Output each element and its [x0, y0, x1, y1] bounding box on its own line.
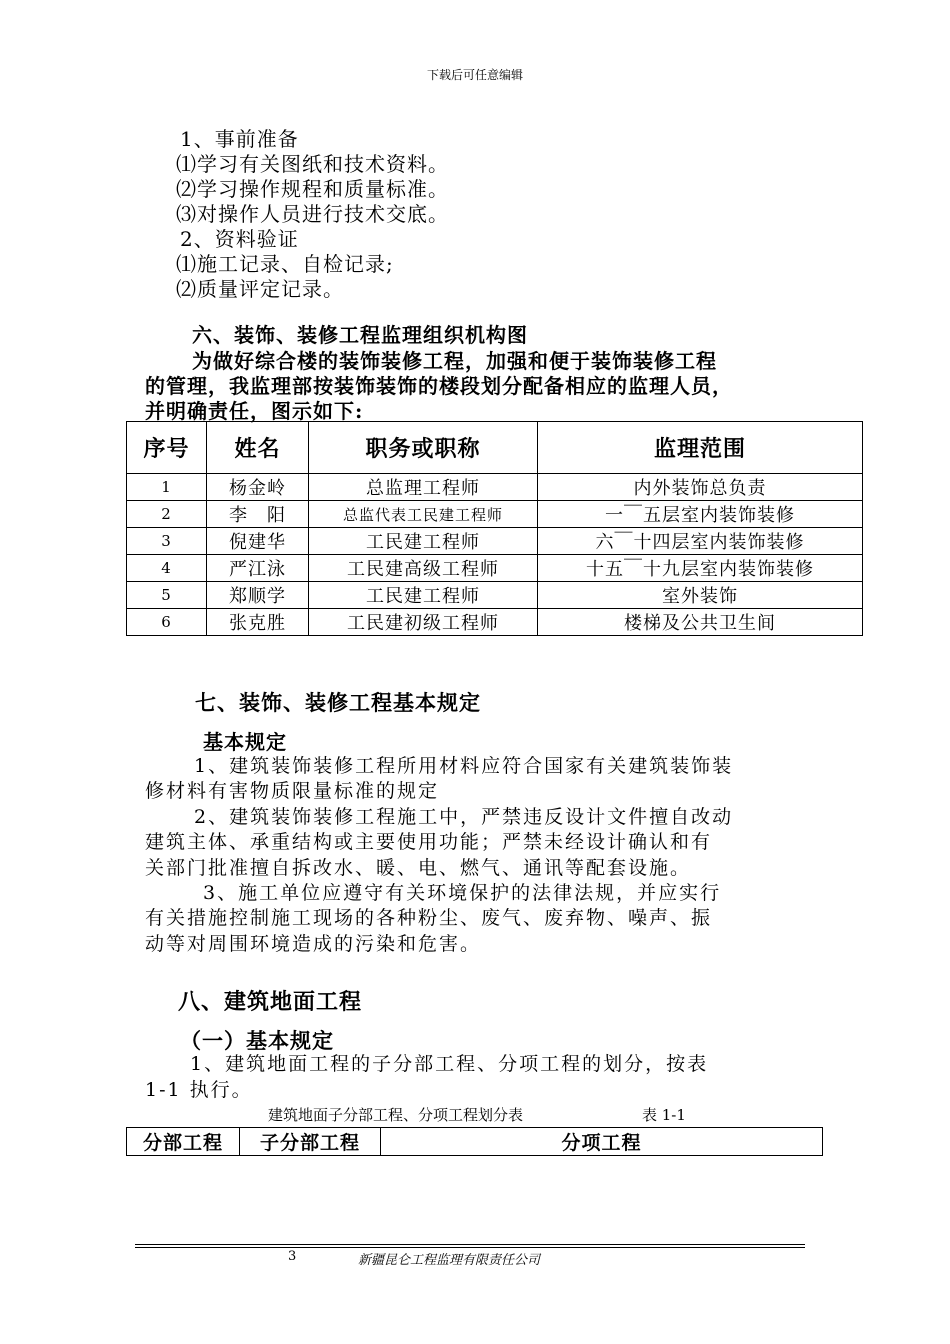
section7-para-line: 关部门批准擅自拆改水、暖、电、燃气、通讯等配套设施。 [145, 857, 692, 879]
table-cell: 楼梯及公共卫生间 [538, 609, 863, 636]
section8-subheading: （一）基本规定 [180, 1028, 334, 1053]
table-cell: 六￣十四层室内装饰装修 [538, 528, 863, 555]
section7-para-line: 修材料有害物质限量标准的规定 [145, 780, 440, 802]
prep-item: ⑶对操作人员进行技术交底。 [176, 202, 449, 226]
page-number: 3 [288, 1249, 297, 1264]
table-row [127, 609, 863, 636]
table-header-row [127, 422, 863, 474]
section8-para-line: 1、建筑地面工程的子分部工程、分项工程的划分，按表 [190, 1053, 709, 1075]
prep-title: 1、事前准备 [180, 127, 299, 151]
footer-company: 新疆昆仑工程监理有限责任公司 [358, 1253, 541, 1268]
header-cell: 分项工程 [381, 1128, 823, 1156]
table-row [127, 555, 863, 582]
prep-item: ⑴学习有关图纸和技术资料。 [176, 152, 449, 176]
header-cell: 姓名 [207, 422, 309, 474]
division-table [126, 1127, 823, 1156]
section7-para-line: 建筑主体、承重结构或主要使用功能；严禁未经设计确认和有 [145, 831, 713, 853]
table-row [127, 501, 863, 528]
table-cell: 工民建工程师 [309, 528, 538, 555]
table-cell: 工民建高级工程师 [309, 555, 538, 582]
table-cell: 总监代表工民建工程师 [309, 501, 538, 528]
table-cell: 2 [127, 501, 207, 528]
footer-rule [135, 1247, 805, 1248]
header-cell: 子分部工程 [240, 1128, 381, 1156]
verify-item: ⑵质量评定记录。 [176, 277, 344, 301]
section7-para-line: 有关措施控制施工现场的各种粉尘、废气、废弃物、噪声、振 [145, 907, 713, 929]
section7-para-line: 2、建筑装饰装修工程施工中，严禁违反设计文件擅自改动 [194, 806, 734, 828]
table-cell: 总监理工程师 [309, 474, 538, 501]
table-cell: 郑顺学 [207, 582, 309, 609]
table-number: 表 1-1 [642, 1106, 686, 1124]
section6-line: 的管理，我监理部按装饰装饰的楼段划分配备相应的监理人员， [145, 374, 733, 398]
table-cell: 5 [127, 582, 207, 609]
table-cell: 一￣五层室内装饰装修 [538, 501, 863, 528]
table-cell: 张克胜 [207, 609, 309, 636]
section6-line: 为做好综合楼的装饰装修工程，加强和便于装饰装修工程 [192, 349, 717, 373]
staff-table [126, 421, 863, 636]
verify-item: ⑴施工记录、自检记录; [176, 252, 394, 276]
table-cell: 严江泳 [207, 555, 309, 582]
table-cell: 6 [127, 609, 207, 636]
header-cell: 分部工程 [127, 1128, 240, 1156]
table-cell: 内外装饰总负责 [538, 474, 863, 501]
header-note: 下载后可任意编辑 [426, 68, 523, 82]
table-row [127, 474, 863, 501]
table-header-row [127, 1128, 823, 1156]
table-cell: 李 阳 [207, 501, 309, 528]
table-row [127, 582, 863, 609]
prep-item: ⑵学习操作规程和质量标准。 [176, 177, 449, 201]
section7-subheading: 基本规定 [203, 730, 287, 754]
table-row [127, 528, 863, 555]
section7-para-line: 1、建筑装饰装修工程所用材料应符合国家有关建筑装饰装 [194, 755, 734, 777]
verify-title: 2、资料验证 [180, 227, 299, 251]
table-cell: 工民建初级工程师 [309, 609, 538, 636]
table-cell: 3 [127, 528, 207, 555]
section6-heading: 六、装饰、装修工程监理组织机构图 [192, 323, 528, 347]
table-cell: 4 [127, 555, 207, 582]
table-cell: 十五￣十九层室内装饰装修 [538, 555, 863, 582]
section8-para-line: 1-1 执行。 [145, 1079, 253, 1101]
table-cell: 工民建工程师 [309, 582, 538, 609]
section6-line: 并明确责任，图示如下: [145, 399, 364, 423]
section8-heading: 八、建筑地面工程 [178, 989, 363, 1015]
header-cell: 监理范围 [538, 422, 863, 474]
table-caption: 建筑地面子分部工程、分项工程划分表 [268, 1106, 524, 1124]
table-cell: 杨金岭 [207, 474, 309, 501]
table-cell: 室外装饰 [538, 582, 863, 609]
section7-heading: 七、装饰、装修工程基本规定 [195, 690, 481, 715]
section7-para-line: 3、施工单位应遵守有关环境保护的法律法规，并应实行 [203, 882, 722, 904]
table-cell: 倪建华 [207, 528, 309, 555]
header-cell: 序号 [127, 422, 207, 474]
header-cell: 职务或职称 [309, 422, 538, 474]
footer-rule [135, 1244, 805, 1245]
section7-para-line: 动等对周围环境造成的污染和危害。 [145, 933, 482, 955]
table-cell: 1 [127, 474, 207, 501]
